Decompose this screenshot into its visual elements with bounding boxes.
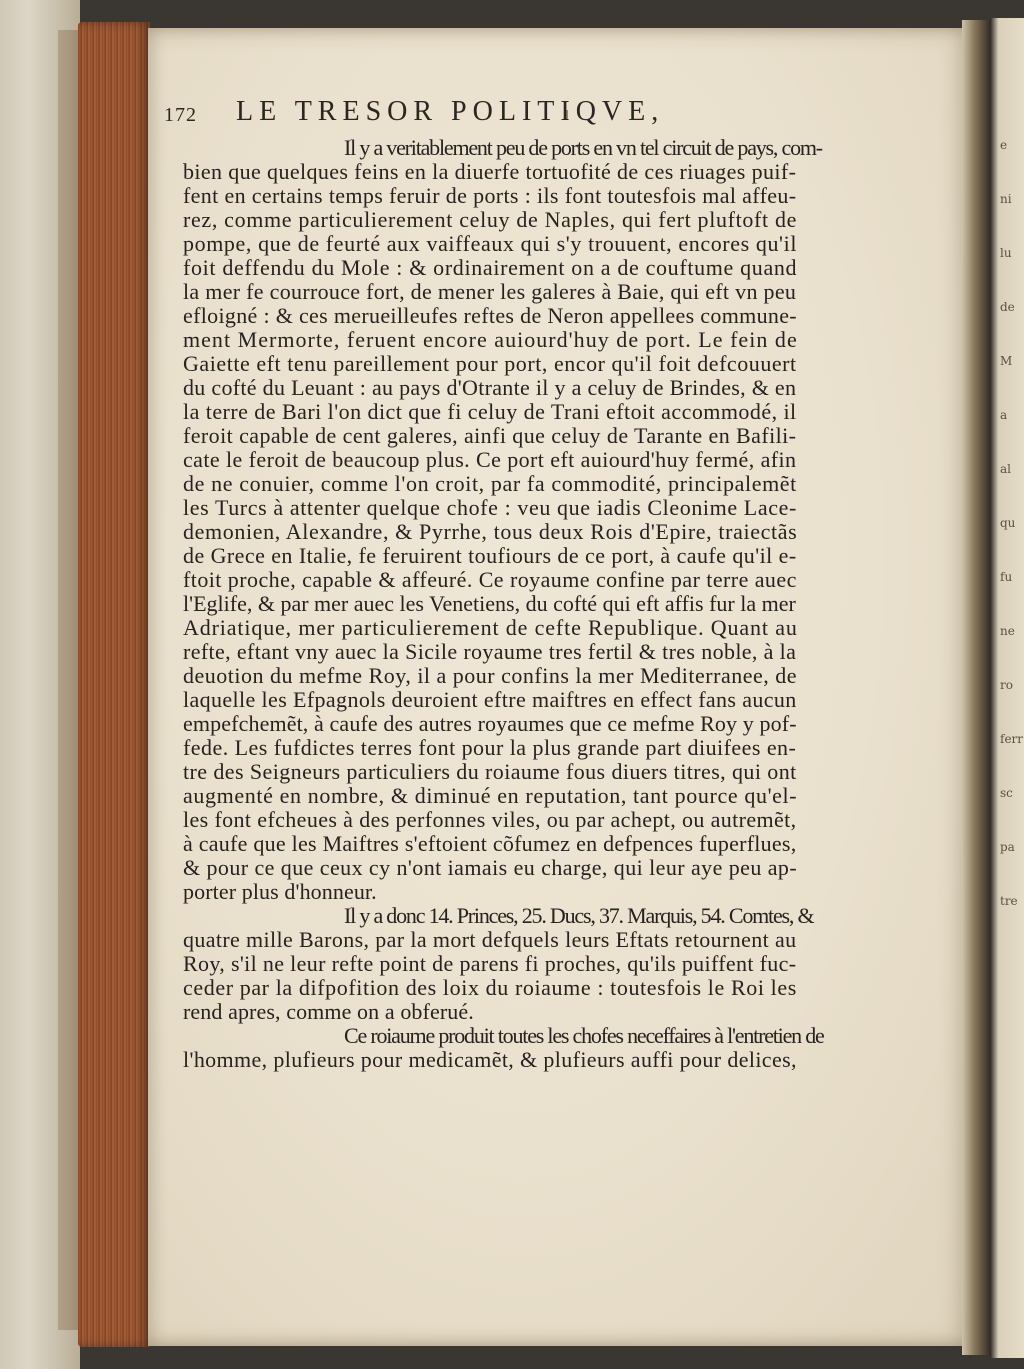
facing-page-fragment: sc [1000, 786, 1013, 800]
facing-page-fragment: e [1000, 138, 1008, 152]
facing-page-fragment: lu [1000, 246, 1012, 260]
facing-page-fragment: ro [1000, 678, 1013, 692]
text-line: rend apres, comme on a obferué. [183, 999, 474, 1024]
text-line: Il y a veritablement peu de ports en vn tel circuit de pays, com- [344, 135, 822, 160]
text-line: ftoit proche, capable & affeuré. Ce royaume confine par terre auec [183, 567, 797, 592]
text-line: du cofté du Leuant : au pays d'Otrante il y a celuy de Brindes, & en [183, 375, 797, 400]
facing-page-fragment: de [1000, 300, 1015, 314]
text-line: refte, eftant vny auec la Sicile royaume tres fertil & tres noble, à la [183, 639, 797, 664]
text-line: tre des Seigneurs particuliers du roiaume fous diuers titres, qui ont [183, 759, 797, 784]
facing-page-fragment: al [1000, 462, 1011, 476]
facing-page-fragment: tre [1000, 894, 1018, 908]
text-line: Il y a donc 14. Princes, 25. Ducs, 37. Marquis, 54. Comtes, & [344, 903, 814, 928]
text-line: ceder par la difpofition des loix du roiaume : toutesfois le Roi les [183, 975, 797, 1000]
facing-page-fragment: ni [1000, 192, 1012, 206]
text-line: pompe, que de feurté aux vaiffeaux qui s'y trouuent, encores qu'il [183, 231, 798, 256]
text-line: les font efcheues à des perfonnes viles, ou par achept, ou autremẽt, [183, 807, 797, 832]
facing-page-fragment: fu [1000, 570, 1013, 584]
text-line: efloigné : & ces merueilleufes reftes de Neron appellees commune- [183, 303, 797, 328]
text-line: deuotion du mefme Roy, il a pour confins la mer Mediterranee, de [183, 663, 798, 688]
facing-page-fragment: ferr [1000, 732, 1024, 746]
facing-page-fragment: a [1000, 408, 1008, 422]
text-line: empefchemẽt, à caufe des autres royaumes que ce mefme Roy y pof- [183, 711, 797, 736]
text-line: demonien, Alexandre, & Pyrrhe, tous deux Rois d'Epire, traiectãs [183, 519, 798, 544]
facing-page-edge [990, 18, 1024, 1358]
book-gutter [962, 20, 992, 1355]
text-line: les Turcs à attenter quelque chofe : veu que iadis Cleonime Lace- [183, 495, 797, 520]
facing-page-fragment: M [1000, 354, 1013, 368]
text-line: augmenté en nombre, & diminué en reputation, tant pource qu'el- [183, 783, 798, 808]
text-line: Roy, s'il ne leur refte point de parens fi proches, qu'ils puiffent fuc- [183, 951, 797, 976]
text-line: quatre mille Barons, par la mort defquels leurs Eftats retournent au [183, 927, 797, 952]
text-line: ment Mermorte, feruent encore auiourd'huy de port. Le fein de [183, 327, 798, 352]
text-line: feroit capable de cent galeres, ainfi que celuy de Tarante en Bafili- [183, 423, 797, 448]
page-edge-stack [78, 22, 150, 1347]
text-line: Adriatique, mer particulierement de cefte Republique. Quant au [183, 615, 798, 640]
book-cover-edge [0, 0, 80, 1369]
text-line: porter plus d'honneur. [183, 879, 377, 904]
text-line: de Grece en Italie, fe feruirent toufiours de ce port, à caufe qu'il e- [183, 543, 797, 568]
running-title: LE TRESOR POLITIQVE, [236, 96, 665, 127]
text-line: l'homme, plufieurs pour medicamẽt, & plufieurs auffi pour delices, [183, 1047, 797, 1072]
text-line: laquelle les Efpagnols deuroient eftre maiftres en effect fans aucun [183, 687, 797, 712]
running-header [164, 96, 884, 136]
text-line: à caufe que les Maiftres s'eftoient cõfumez en defpences fuperflues, [183, 831, 797, 856]
text-line: Ce roiaume produit toutes les chofes neceffaires à l'entretien de [344, 1023, 824, 1048]
text-line: de ne conuier, comme l'on croit, par fa commodité, principalemẽt [183, 471, 797, 496]
facing-page-fragment: pa [1000, 840, 1015, 854]
text-line: fent en certains temps feruir de ports : ils font toutesfois mal affeu- [183, 183, 797, 208]
text-line: bien que quelques feins en la diuerfe tortuofité de ces riuages puif- [183, 159, 797, 184]
text-line: Gaiette eft tenu pareillement pour port, encor qu'il foit defcouuert [183, 351, 797, 376]
text-line: & pour ce que ceux cy n'ont iamais eu charge, qui leur aye peu ap- [183, 855, 798, 880]
text-line: cate le feroit de beaucoup plus. Ce port eft auiourd'huy fermé, afin [183, 447, 797, 472]
text-line: l'Eglife, & par mer auec les Venetiens, du cofté qui eft affis fur la mer [183, 591, 796, 616]
text-line: fede. Les fufdictes terres font pour la plus grande part diuifees en- [183, 735, 797, 760]
text-line: rez, comme particulierement celuy de Naples, qui fert pluftoft de [183, 207, 798, 232]
text-line: la terre de Bari l'on dict que fi celuy de Trani eftoit accommodé, il [183, 399, 797, 424]
facing-page-fragment: qu [1000, 516, 1016, 530]
page-number: 172 [164, 104, 197, 126]
text-line: la mer fe courrouce fort, de mener les galeres à Baie, qui eft vn peu [183, 279, 797, 304]
text-line: foit deffendu du Mole : & ordinairement on a de couftume quand [183, 255, 798, 280]
facing-page-fragment: ne [1000, 624, 1015, 638]
